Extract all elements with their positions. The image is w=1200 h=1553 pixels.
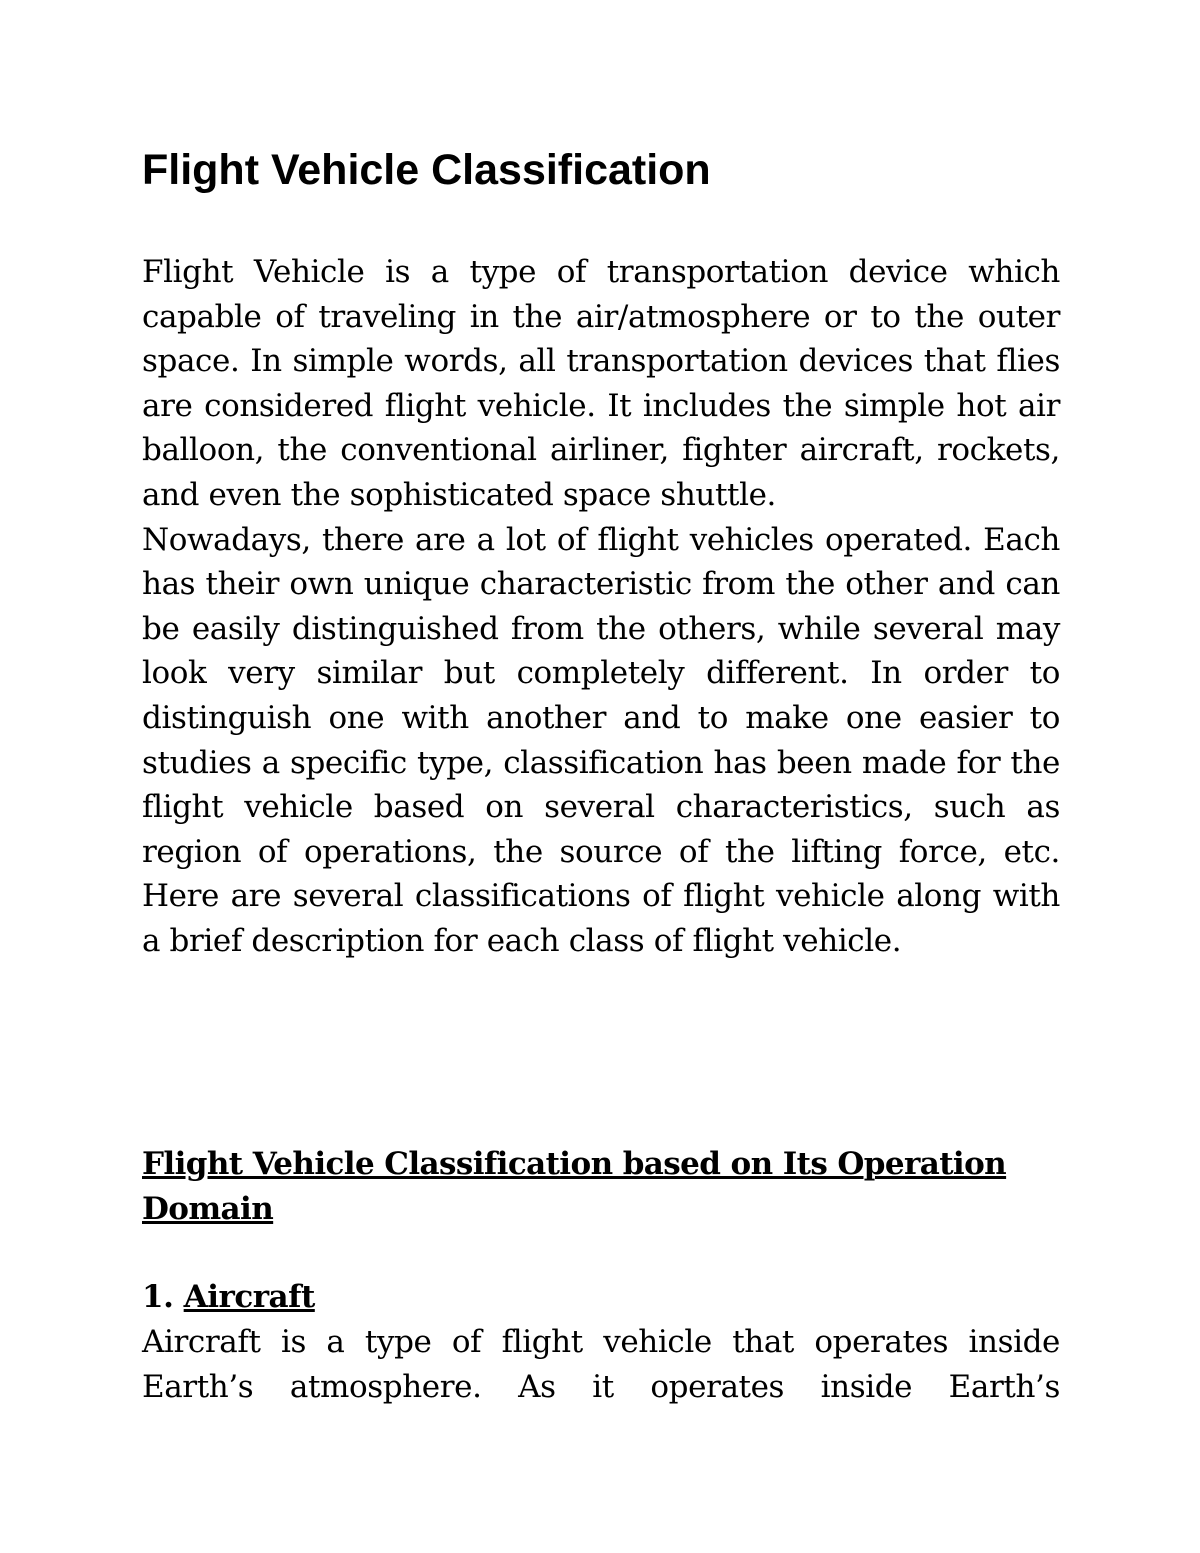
aircraft-paragraph: Aircraft is a type of flight vehicle that operates inside Earth’s atmosphere. As it operates inside Earth’s <box>142 1324 1060 1405</box>
section-heading: Flight Vehicle Classification based on Its Operation Domain <box>142 1146 1007 1227</box>
intro-section <box>142 250 1060 964</box>
document-title: Flight Vehicle Classification <box>142 146 711 194</box>
subsection-label: Aircraft <box>183 1279 315 1315</box>
subsection-number: 1. <box>142 1279 174 1315</box>
intro-paragraph: Nowadays, there are a lot of flight vehicles operated. Each has their own unique characteristic from the other and can be easily distinguished from the others, while several may look very similar but completely different. In order to distinguish one with another and to make one easier to studies a specific type, classification has been made for the flight vehicle based on several characteristics, such as region of operations, the source of the lifting force, etc. Here are several classifications of flight vehicle along with a brief description for each class of flight vehicle. <box>142 521 1060 959</box>
intro-paragraph: Flight Vehicle is a type of transportation device which capable of traveling in the air/atmosphere or to the outer space. In simple words, all transportation devices that flies are considered flight vehicle. It includes the simple hot air balloon, the conventional airliner, fighter aircraft, rockets, and even the sophisticated space shuttle. <box>142 254 1060 513</box>
subsection-heading <box>142 1275 315 1320</box>
